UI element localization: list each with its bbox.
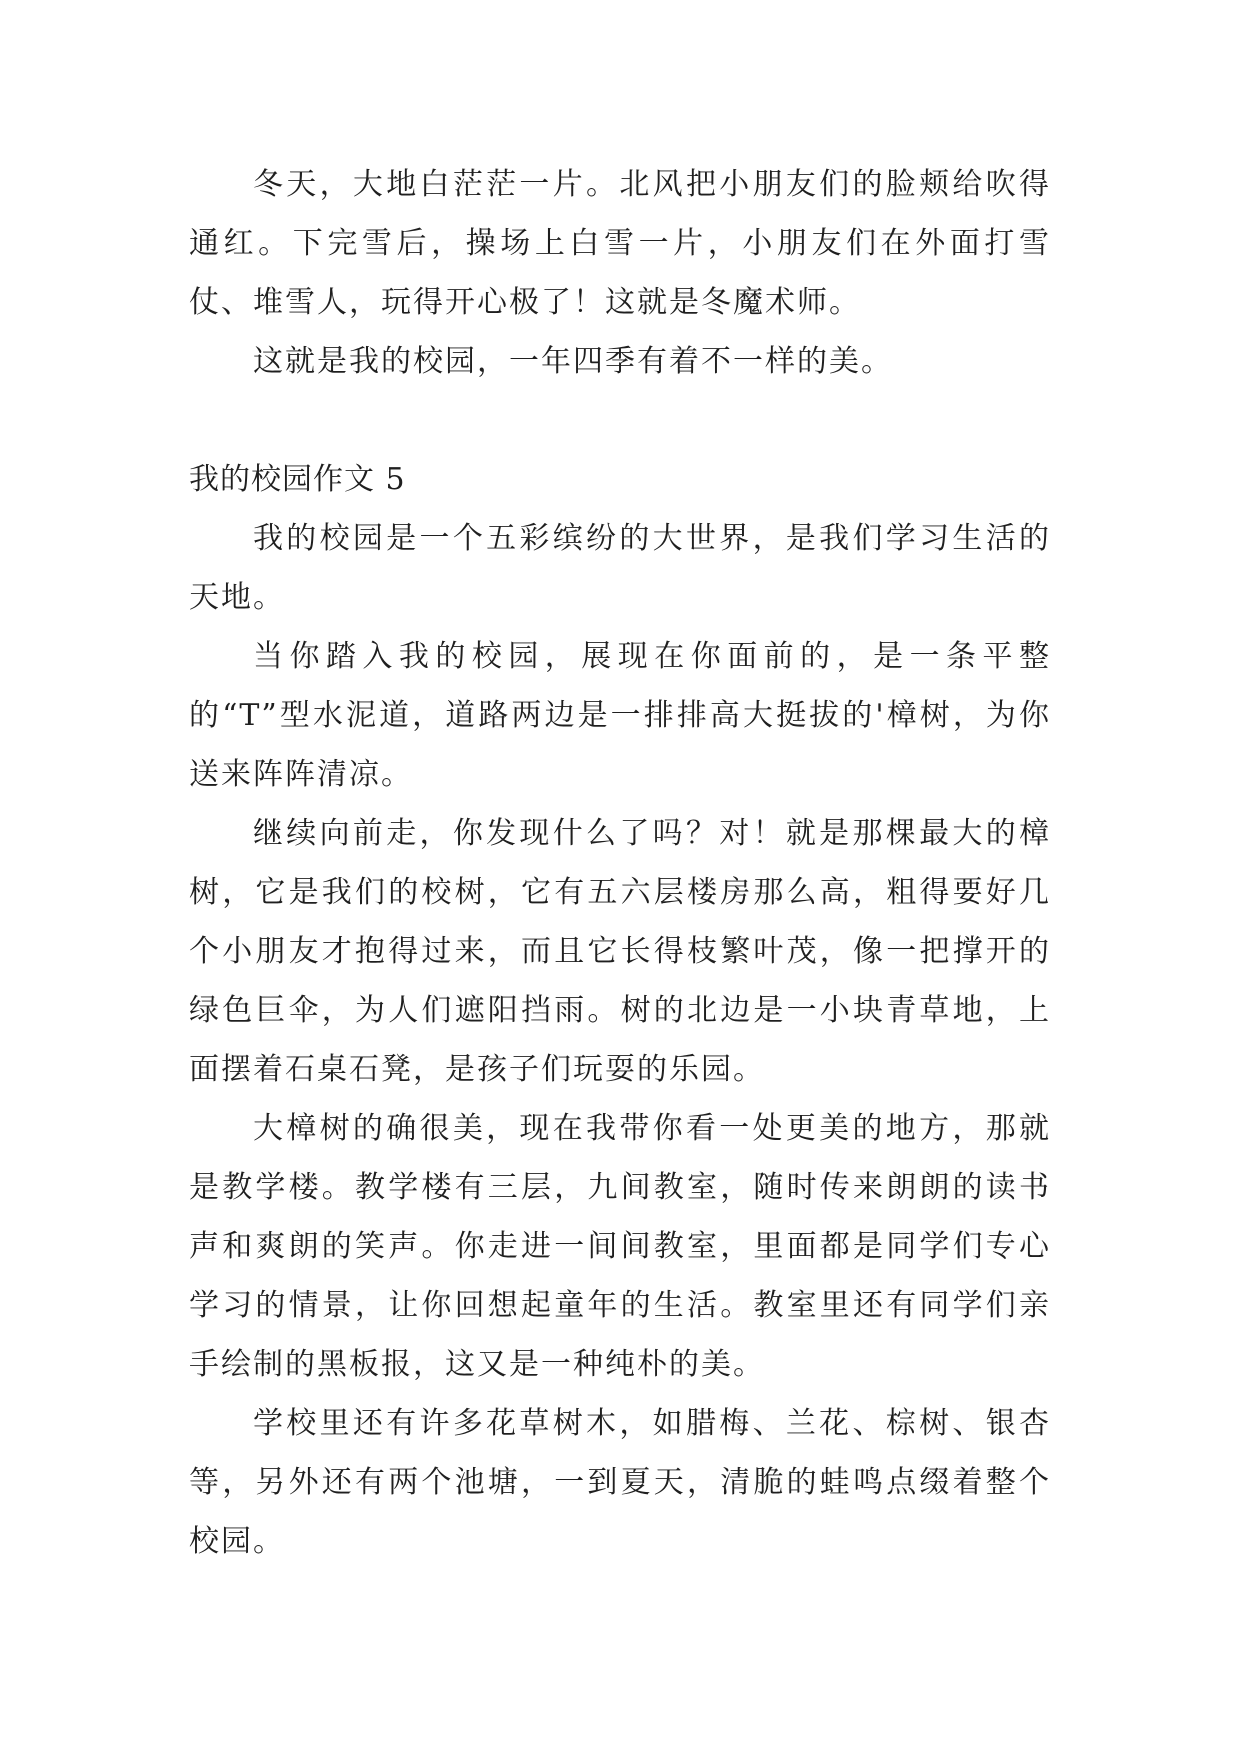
- paragraph-camphor-tree: 继续向前走，你发现什么了吗？对！就是那棵最大的樟树，它是我们的校树，它有五六层楼房那么高，粗得要好几个小朋友才抱得过来，而且它长得枝繁叶茂，像一把撑开的绿色巨伞，为人们遮阳挡雨。树的北边是一小块青草地，上面摆着石桌石凳，是孩子们玩耍的乐园。: [189, 816, 1051, 1087]
- paragraph-road: 当你踏入我的校园，展现在你面前的，是一条平整的“T”型水泥道，道路两边是一排排高大挺拔的'樟树，为你送来阵阵清凉。: [189, 639, 1051, 792]
- paragraph-winter: 冬天，大地白茫茫一片。北风把小朋友们的脸颊给吹得通红。下完雪后，操场上白雪一片，小朋友们在外面打雪仗、堆雪人，玩得开心极了！这就是冬魔术师。: [189, 167, 1051, 320]
- paragraph-teaching-building: 大樟树的确很美，现在我带你看一处更美的地方，那就是教学楼。教学楼有三层，九间教室，随时传来朗朗的读书声和爽朗的笑声。你走进一间间教室，里面都是同学们专心学习的情景，让你回想起童年的生活。教室里还有同学们亲手绘制的黑板报，这又是一种纯朴的美。: [189, 1111, 1051, 1382]
- paragraph-plants-ponds: 学校里还有许多花草树木，如腊梅、兰花、棕树、银杏等，另外还有两个池塘，一到夏天，清脆的蛙鸣点缀着整个校园。: [189, 1406, 1051, 1559]
- document-body: [189, 155, 1051, 1571]
- section-title: 我的校园作文 5: [189, 462, 406, 497]
- paragraph-four-seasons: 这就是我的校园，一年四季有着不一样的美。: [253, 344, 893, 379]
- paragraph-intro: 我的校园是一个五彩缤纷的大世界，是我们学习生活的天地。: [189, 521, 1051, 615]
- section-spacer: [189, 391, 1051, 450]
